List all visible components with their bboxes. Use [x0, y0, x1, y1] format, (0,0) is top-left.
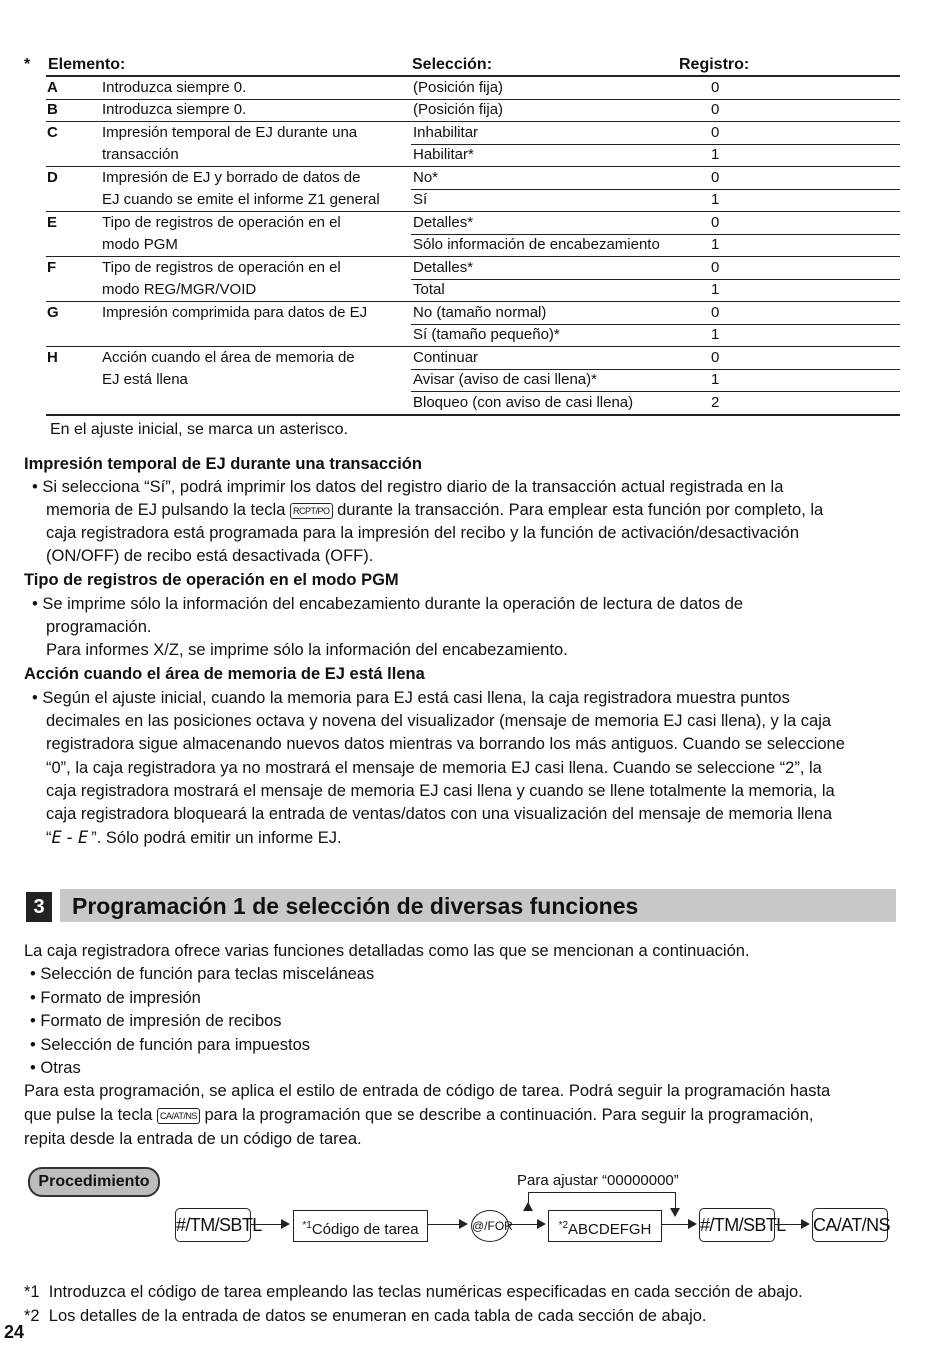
para-temp-print-4: (ON/OFF) de recibo está desactivada (OFF). — [46, 547, 374, 565]
selection-option: Avisar (aviso de casi llena)* — [413, 371, 597, 388]
register-value: 1 — [711, 281, 720, 298]
section-title: Programación 1 de selección de diversas funciones — [72, 893, 639, 919]
heading-pgm-mode: Tipo de registros de operación en el modo PGM — [24, 571, 399, 589]
item-description: Impresión temporal de EJ durante una — [102, 124, 358, 141]
ca-at-ns-key-flow: CA/AT/NS — [812, 1208, 888, 1242]
para-mem-1: • Según el ajuste inicial, cuando la memoria para EJ está casi llena, la caja registradora muestra puntos — [32, 689, 790, 707]
section-para-1: Para esta programación, se aplica el estilo de entrada de código de tarea. Podrá seguir la programación hasta — [24, 1082, 831, 1100]
flow-arrowhead — [459, 1219, 468, 1229]
register-value: 1 — [711, 146, 720, 163]
option-separator — [411, 324, 900, 325]
section-intro: La caja registradora ofrece varias funciones detalladas como las que se mencionan a continuación. — [24, 942, 750, 960]
para-mem-2: decimales en las posiciones octava y novena del visualizador (mensaje de memoria EJ casi llena), y la caja — [46, 712, 832, 730]
ca-at-ns-key: CA/AT/NS — [157, 1108, 200, 1124]
para-temp-print-2 — [46, 499, 823, 523]
register-value: 0 — [711, 124, 720, 141]
register-value: 1 — [711, 191, 720, 208]
para-temp-print-1: • Si selecciona “Sí”, podrá imprimir los datos del registro diario de la transacción actual registrada en la — [32, 478, 784, 496]
text-fragment: para la programación que se describe a continuación. Para seguir la programación, — [204, 1106, 814, 1124]
selection-option: Detalles* — [413, 259, 474, 276]
register-value: 0 — [711, 349, 720, 366]
para-mem-5: caja registradora mostrará el mensaje de memoria EJ casi llena y cuando se llene totalmente la memoria, la — [46, 782, 835, 800]
selection-option: (Posición fija) — [413, 79, 504, 96]
register-value: 0 — [711, 304, 720, 321]
selection-option: No* — [413, 169, 439, 186]
section-para-2 — [24, 1104, 814, 1128]
register-value: 2 — [711, 394, 720, 411]
selection-option: No (tamaño normal) — [413, 304, 547, 321]
item-letter: H — [47, 349, 58, 366]
selection-option: Sólo información de encabezamiento — [413, 236, 660, 253]
text-fragment: “ — [46, 829, 52, 847]
tm-sbtl-key-1: #/TM/SBTL — [175, 1208, 251, 1242]
function-list-item: • Selección de función para teclas misceláneas — [30, 965, 375, 983]
selection-option: Detalles* — [413, 214, 474, 231]
for-key: @/FOR — [471, 1210, 509, 1242]
heading-temp-print: Impresión temporal de EJ durante una transacción — [24, 455, 422, 473]
loop-arrow-down — [670, 1208, 680, 1217]
item-description: modo PGM — [102, 236, 178, 253]
item-letter: A — [47, 79, 58, 96]
option-separator — [411, 144, 900, 145]
task-code-box — [293, 1210, 428, 1242]
item-description: Tipo de registros de operación en el — [102, 259, 341, 276]
function-list-item: • Selección de función para impuestos — [30, 1035, 311, 1054]
header-registro: Registro: — [679, 56, 750, 73]
para-temp-print-3: caja registradora está programada para la impresión del recibo y la función de activación/desactivación — [46, 524, 799, 542]
row-separator — [46, 211, 900, 212]
para-pgm-3: Para informes X/Z, se imprime sólo la información del encabezamiento. — [46, 641, 568, 659]
data-entry-box — [548, 1210, 662, 1242]
para-mem-6: caja registradora bloqueará la entrada de ventas/datos con una visualización del mensaje de memoria llena — [46, 805, 833, 823]
footnote-1 — [24, 1283, 803, 1302]
selection-option: Inhabilitar — [413, 124, 479, 141]
item-letter: D — [47, 169, 58, 186]
item-description: Introduzca siempre 0. — [102, 101, 247, 118]
flow-arrow — [427, 1224, 460, 1225]
heading-memory-full: Acción cuando el área de memoria de EJ está llena — [24, 665, 425, 683]
para-mem-4: “0”, la caja registradora ya no mostrará el mensaje de memoria EJ casi llena. Cuando se seleccione “2”, la — [46, 759, 822, 777]
table-top-rule — [46, 75, 900, 77]
tm-sbtl-key-2: #/TM/SBTL — [699, 1208, 775, 1242]
section-number: 3 — [26, 892, 52, 922]
register-value: 1 — [711, 371, 720, 388]
item-description: Tipo de registros de operación en el — [102, 214, 341, 231]
table-header — [24, 55, 900, 75]
function-list-item: • Formato de impresión — [30, 988, 201, 1007]
procedure-label: Procedimiento — [28, 1167, 160, 1197]
item-description: Introduzca siempre 0. — [102, 79, 247, 96]
flow-arrowhead — [688, 1219, 697, 1229]
flow-arrow — [661, 1224, 689, 1225]
row-separator — [46, 346, 900, 347]
row-separator — [46, 301, 900, 302]
para-pgm-2: programación. — [46, 618, 152, 636]
header-elemento: Elemento: — [48, 56, 126, 73]
item-letter: C — [47, 124, 58, 141]
function-list-item: • Formato de impresión de recibos — [30, 1012, 282, 1030]
register-value: 1 — [711, 236, 720, 253]
footnote-ref: *1 — [302, 1220, 312, 1231]
row-separator — [46, 166, 900, 167]
footnote-2 — [24, 1307, 707, 1326]
table-note: En el ajuste inicial, se marca un asterisco. — [50, 421, 348, 438]
para-mem-3: registradora sigue almacenando nuevos datos mientras va borrando los más antiguos. Cuando se seleccione — [46, 735, 845, 753]
text-fragment: ”. Sólo podrá emitir un informe EJ. — [91, 829, 342, 847]
item-description: EJ cuando se emite el informe Z1 general — [102, 191, 380, 208]
selection-option: Continuar — [413, 349, 479, 366]
register-value: 1 — [711, 326, 720, 343]
flow-arrow — [508, 1224, 538, 1225]
flow-arrowhead — [281, 1219, 290, 1229]
option-separator — [411, 189, 900, 190]
footnote-text: Introduzca el código de tarea empleando las teclas numéricas especificadas en cada sección de abajo. — [48, 1283, 803, 1301]
footnote-text: Los detalles de la entrada de datos se enumeran en cada tabla de cada sección de abajo. — [48, 1307, 707, 1325]
text-fragment: durante la transacción. Para emplear esta función por completo, la — [337, 501, 824, 519]
item-description: transacción — [102, 146, 179, 163]
register-value: 0 — [711, 169, 720, 186]
asterisk-mark: * — [24, 56, 31, 73]
task-code-label: Código de tarea — [311, 1221, 419, 1238]
item-description: modo REG/MGR/VOID — [102, 281, 257, 298]
register-value: 0 — [711, 101, 720, 118]
selection-option: Sí — [413, 191, 428, 208]
selection-option: Sí (tamaño pequeño)* — [413, 326, 560, 343]
rcpt-po-key: RCPT/PO — [290, 503, 333, 519]
flow-arrowhead — [801, 1219, 810, 1229]
text-fragment: memoria de EJ pulsando la tecla — [46, 501, 286, 519]
function-list-item: • Otras — [30, 1059, 81, 1077]
para-pgm-1: • Se imprime sólo la información del encabezamiento durante la operación de lectura de datos de — [32, 595, 744, 613]
item-description: Acción cuando el área de memoria de — [102, 349, 355, 366]
register-value: 0 — [711, 79, 720, 96]
selection-option: Total — [413, 281, 445, 298]
option-separator — [411, 234, 900, 235]
register-value: 0 — [711, 259, 720, 276]
item-letter: F — [47, 259, 57, 276]
flow-arrow — [774, 1224, 802, 1225]
section-para-3: repita desde la entrada de un código de tarea. — [24, 1130, 362, 1148]
item-description: Impresión de EJ y borrado de datos de — [102, 169, 361, 186]
text-fragment: que pulse la tecla — [24, 1106, 153, 1124]
flow-arrowhead — [537, 1219, 546, 1229]
para-mem-7 — [46, 827, 342, 851]
footnote-mark: *1 — [24, 1283, 40, 1301]
row-separator — [46, 99, 900, 100]
selection-option: Bloqueo (con aviso de casi llena) — [413, 394, 634, 411]
option-separator — [411, 279, 900, 280]
register-value: 0 — [711, 214, 720, 231]
header-seleccion: Selección: — [412, 56, 493, 73]
page-number: 24 — [4, 1322, 25, 1342]
item-description: Impresión comprimida para datos de EJ — [102, 304, 368, 321]
row-separator — [46, 256, 900, 257]
loop-arrow-up — [523, 1202, 533, 1211]
loop-bracket — [528, 1192, 676, 1209]
footnote-ref: *2 — [558, 1220, 569, 1231]
item-letter: E — [47, 214, 58, 231]
item-description: EJ está llena — [102, 371, 188, 388]
item-letter: B — [47, 101, 58, 118]
data-entry-label: ABCDEFGH — [568, 1221, 652, 1238]
selection-option: (Posición fija) — [413, 101, 504, 118]
selection-option: Habilitar* — [413, 146, 474, 163]
item-letter: G — [47, 304, 59, 321]
option-separator — [411, 369, 900, 370]
loop-label: Para ajustar “00000000” — [517, 1172, 679, 1189]
row-separator — [46, 121, 900, 122]
footnote-mark: *2 — [24, 1307, 40, 1325]
option-separator — [411, 391, 900, 392]
display-message-e-e: E-E — [51, 828, 92, 848]
flow-arrow — [250, 1224, 282, 1225]
row-separator — [46, 414, 900, 416]
